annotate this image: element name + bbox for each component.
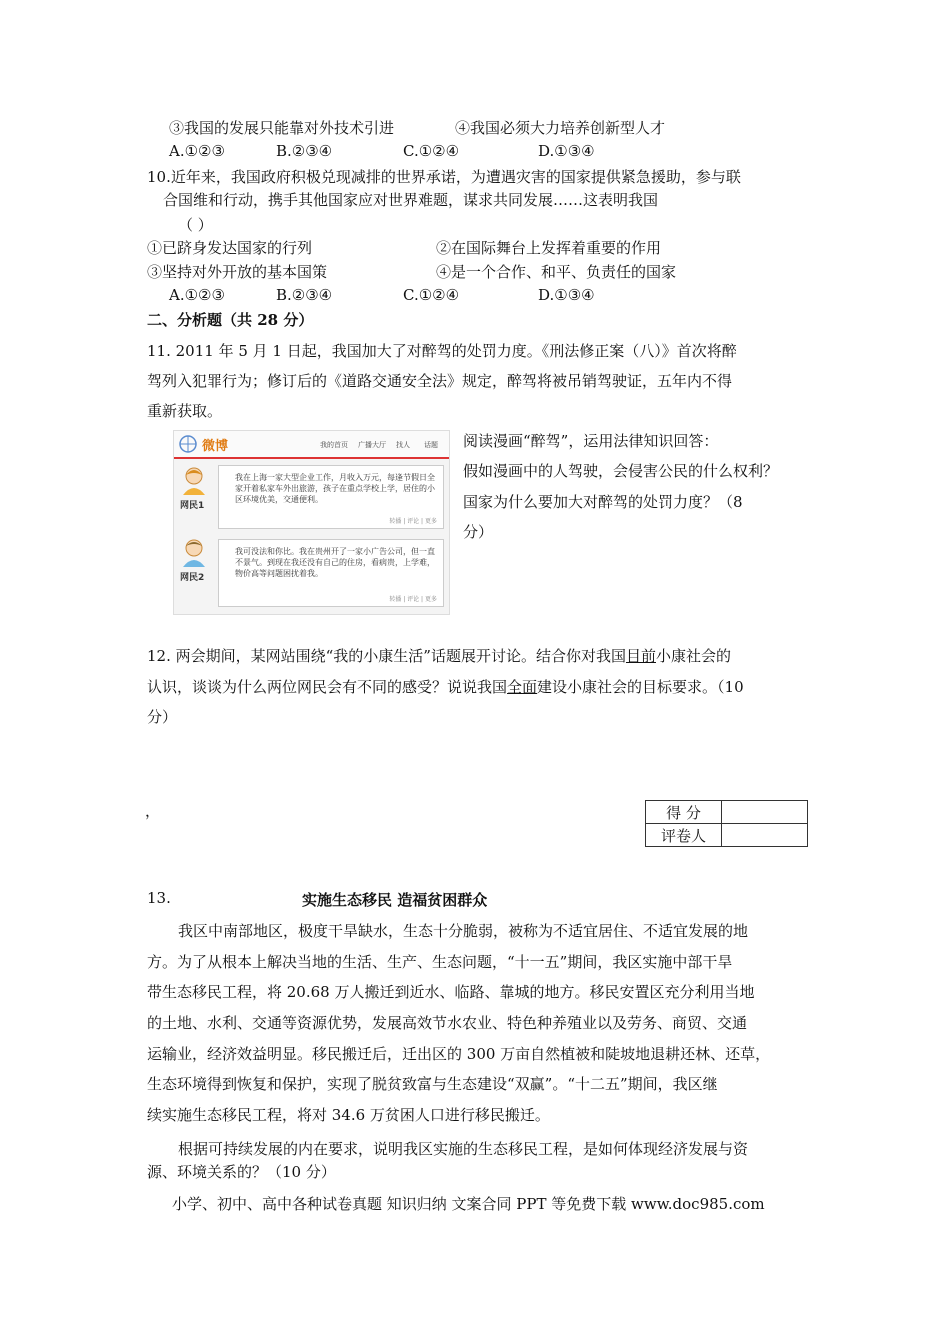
q10-stem-line1: 10.近年来，我国政府积极兑现减排的世界承诺，为遭遇灾害的国家提供紧急援助，参与联 xyxy=(147,168,741,186)
grader-value-cell[interactable] xyxy=(722,824,808,847)
q12-line1: 12. 两会期间，某网站围绕“我的小康生活”话题展开讨论。结合你对我国目前小康社会的 xyxy=(147,647,731,665)
q9-option-4: ④我国必须大力培养创新型人才 xyxy=(455,119,666,137)
q11-side-line1: 阅读漫画“醉驾”，运用法律知识回答： xyxy=(463,432,719,450)
comic-post-1-meta: 转播 | 评论 | 更多 xyxy=(389,518,437,525)
q9-choice-a: A.①②③ xyxy=(169,142,225,160)
q10-option-2: ②在国际舞台上发挥着重要的作用 xyxy=(436,239,662,257)
globe-icon xyxy=(178,434,198,454)
user2-label: 网民2 xyxy=(180,573,205,583)
q9-choice-c: C.①②④ xyxy=(403,142,460,160)
q9-option-3: ③我国的发展只能靠对外技术引进 xyxy=(169,119,395,137)
q13-para1-line6: 生态环境得到恢复和保护，实现了脱贫致富与生态建设“双赢”。“十二五”期间，我区继 xyxy=(147,1075,718,1093)
q13-para2-line1: 根据可持续发展的内在要求，说明我区实施的生态移民工程，是如何体现经济发展与资 xyxy=(178,1140,749,1158)
q9-choice-b: B.②③④ xyxy=(276,142,333,160)
q10-option-1: ①已跻身发达国家的行列 xyxy=(147,239,313,257)
comic-post-2-text: 我可没法和你比。我在贵州开了一家小广告公司，但一直不景气。到现在我还没有自己的住房，看病贵，上学难，物价高等问题困扰着我。 xyxy=(235,547,435,578)
section-title: 二、分析题（共 28 分） xyxy=(147,311,314,329)
q12-line2: 认识，谈谈为什么两位网民会有不同的感受？说说我国全面建设小康社会的目标要求。（10 xyxy=(147,678,744,696)
q12-line3: 分） xyxy=(147,708,178,726)
comic-post-1 xyxy=(218,465,444,529)
comic-post-1-text: 我在上海一家大型企业工作，月收入万元，每逢节假日全家开着私家车外出旅游，孩子在重点学校上学，居住的小区环境优美，交通便利。 xyxy=(235,473,435,504)
q9-choice-d: D.①③④ xyxy=(538,142,595,160)
q10-option-3: ③坚持对外开放的基本国策 xyxy=(147,263,328,281)
q13-para2-line2: 源、环境关系的？（10 分） xyxy=(147,1163,336,1181)
stray-mark: ， xyxy=(145,802,161,820)
score-label: 得 分 xyxy=(646,801,722,824)
q10-choice-d: D.①③④ xyxy=(538,286,595,304)
comic-header xyxy=(174,431,449,459)
q10-choice-c: C.①②④ xyxy=(403,286,460,304)
footer-text: 小学、初中、高中各种试卷真题 知识归纳 文案合同 PPT 等免费下载 www.doc985.com xyxy=(172,1195,765,1213)
comic-image xyxy=(173,430,450,615)
q13-para1-line5: 运输业，经济效益明显。移民搬迁后，迁出区的 300 万亩自然植被和陡坡地退耕还林、还草， xyxy=(147,1045,771,1063)
q13-number: 13. xyxy=(147,889,171,907)
q11-side-line2: 假如漫画中的人驾驶，会侵害公民的什么权利？ xyxy=(463,462,779,480)
q10-choice-b: B.②③④ xyxy=(276,286,333,304)
q13-para1-line7: 续实施生态移民工程，将对 34.6 万贫困人口进行移民搬迁。 xyxy=(147,1106,550,1124)
q11-line3: 重新获取。 xyxy=(147,402,223,420)
q11-line1: 11. 2011 年 5 月 1 日起，我国加大了对醉驾的处罚力度。《刑法修正案（八）》首次将醉 xyxy=(147,342,737,360)
comic-nav-home: 我的首页 xyxy=(320,441,348,449)
user2-avatar-icon xyxy=(180,537,208,567)
q13-para1-line2: 方。为了从根本上解决当地的生活、生产、生态问题，“十一五”期间，我区实施中部干旱 xyxy=(147,953,733,971)
q11-line2: 驾列入犯罪行为；修订后的《道路交通安全法》规定，醉驾将被吊销驾驶证，五年内不得 xyxy=(147,372,733,390)
user1-label: 网民1 xyxy=(180,501,205,511)
q10-choice-a: A.①②③ xyxy=(169,286,225,304)
q11-side-line4: 分） xyxy=(463,523,494,541)
comic-nav-topic: 话题 xyxy=(424,441,438,449)
q13-para1-line4: 的土地、水利、交通等资源优势，发展高效节水农业、特色种养殖业以及劳务、商贸、交通 xyxy=(147,1014,748,1032)
q10-stem-line2: 合国维和行动，携手其他国家应对世界难题，谋求共同发展……这表明我国 xyxy=(163,191,659,209)
score-value-cell[interactable] xyxy=(722,801,808,824)
q10-option-4: ④是一个合作、和平、负责任的国家 xyxy=(436,263,677,281)
user1-avatar-icon xyxy=(180,465,208,495)
comic-post-2 xyxy=(218,539,444,607)
q10-answer-blank: （ ） xyxy=(178,216,213,234)
comic-nav-hall: 广播大厅 xyxy=(358,441,386,449)
q13-para1-line3: 带生态移民工程，将 20.68 万人搬迁到近水、临路、靠城的地方。移民安置区充分利用当地 xyxy=(147,983,755,1001)
q11-side-line3: 国家为什么要加大对醉驾的处罚力度？（8 xyxy=(463,493,743,511)
comic-nav-people: 找人 xyxy=(396,441,410,449)
q13-para1-line1: 我区中南部地区，极度干旱缺水，生态十分脆弱，被称为不适宜居住、不适宜发展的地 xyxy=(178,922,749,940)
comic-post-2-meta: 转播 | 评论 | 更多 xyxy=(389,596,437,603)
comic-logo: 微博 xyxy=(202,439,229,454)
q13-title: 实施生态移民 造福贫困群众 xyxy=(302,891,488,909)
score-table xyxy=(645,800,808,847)
grader-label: 评卷人 xyxy=(646,824,722,847)
